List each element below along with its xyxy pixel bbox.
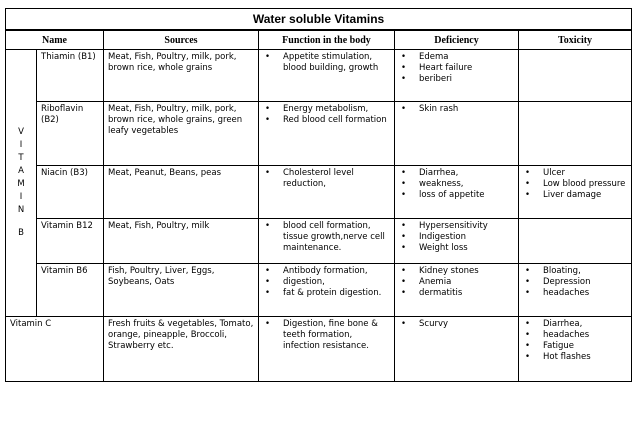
- list-item: • dermatitis: [399, 288, 514, 299]
- list-item: • Diarrhea,: [523, 319, 627, 330]
- group-label-letter: I: [19, 140, 23, 150]
- vitamin-toxicity: [519, 219, 632, 264]
- vitamin-deficiency: [395, 102, 519, 166]
- list-item: • Hypersensitivity: [399, 221, 514, 232]
- vitamin-function: [259, 219, 395, 264]
- list-item: • Fatigue: [523, 341, 627, 352]
- list-item: • Bloating,: [523, 266, 627, 277]
- table-row: [6, 50, 632, 102]
- vitamin-sources: Meat, Peanut, Beans, peas: [104, 166, 259, 219]
- list-item: • blood cell formation, tissue growth,nerve cell maintenance.: [263, 221, 390, 254]
- group-label-letter: M: [17, 179, 25, 189]
- list-item: • headaches: [523, 288, 627, 299]
- list-item: • Antibody formation,: [263, 266, 390, 277]
- vitamin-name: Niacin (B3): [37, 166, 104, 219]
- table-row: [6, 102, 632, 166]
- list-item: • Hot flashes: [523, 352, 627, 363]
- vitamins-table: [5, 8, 632, 382]
- table-row: [6, 317, 632, 382]
- vitamin-deficiency: [395, 219, 519, 264]
- list-item: • Liver damage: [523, 190, 627, 201]
- vitamin-deficiency: [395, 166, 519, 219]
- list-item: • Weight loss: [399, 243, 514, 254]
- vitamin-toxicity-list: [523, 266, 627, 299]
- group-label-letter: I: [19, 192, 23, 202]
- list-item: • loss of appetite: [399, 190, 514, 201]
- vitamin-deficiency: [395, 50, 519, 102]
- table-title: Water soluble Vitamins: [6, 9, 632, 31]
- list-item: • Cholesterol level reduction,: [263, 168, 390, 190]
- list-item: • Red blood cell formation: [263, 115, 390, 126]
- list-item: • Skin rash: [399, 104, 514, 115]
- vitamin-name: Vitamin C: [6, 317, 104, 382]
- vitamin-name: Riboflavin (B2): [37, 102, 104, 166]
- list-item: • weakness,: [399, 179, 514, 190]
- header-name: Name: [6, 30, 104, 50]
- list-item: • Kidney stones: [399, 266, 514, 277]
- list-item: • Anemia: [399, 277, 514, 288]
- list-item: • Ulcer: [523, 168, 627, 179]
- vitamin-function: [259, 264, 395, 317]
- list-item: • Scurvy: [399, 319, 514, 330]
- vitamin-toxicity-list: [523, 319, 627, 363]
- vitamin-deficiency-list: [399, 266, 514, 299]
- header-sources: Sources: [104, 30, 259, 50]
- vitamin-deficiency-list: [399, 221, 514, 254]
- list-item: • Energy metabolism,: [263, 104, 390, 115]
- table-row: [6, 264, 632, 317]
- header-function: Function in the body: [259, 30, 395, 50]
- vitamin-function-list: [263, 221, 390, 254]
- vitamin-sources: Fish, Poultry, Liver, Eggs, Soybeans, Oats: [104, 264, 259, 317]
- header-toxicity: Toxicity: [519, 30, 632, 50]
- list-item: • Indigestion: [399, 232, 514, 243]
- vitamin-toxicity: [519, 317, 632, 382]
- vitamin-toxicity: [519, 102, 632, 166]
- table-row: [6, 166, 632, 219]
- group-label-letter: A: [18, 166, 24, 176]
- vitamin-function: [259, 50, 395, 102]
- list-item: • Appetite stimulation, blood building, growth: [263, 52, 390, 74]
- vitamin-sources: Meat, Fish, Poultry, milk: [104, 219, 259, 264]
- vitamin-b-group-label: [6, 50, 37, 317]
- vitamin-deficiency-list: [399, 104, 514, 115]
- list-item: • digestion,: [263, 277, 390, 288]
- vitamin-function-list: [263, 52, 390, 74]
- vitamin-sources: Fresh fruits & vegetables, Tomato, orange, pineapple, Broccoli, Strawberry etc.: [104, 317, 259, 382]
- table-body: [6, 50, 632, 382]
- vitamin-deficiency-list: [399, 168, 514, 201]
- vitamin-deficiency-list: [399, 52, 514, 85]
- group-label-letter: B: [18, 228, 24, 238]
- list-item: • Low blood pressure: [523, 179, 627, 190]
- header-deficiency: Deficiency: [395, 30, 519, 50]
- vitamin-name: Vitamin B6: [37, 264, 104, 317]
- vitamin-name: Thiamin (B1): [37, 50, 104, 102]
- vitamins-table-sheet: [5, 8, 631, 393]
- header-row: [6, 30, 632, 50]
- table-row: [6, 219, 632, 264]
- list-item: • beriberi: [399, 74, 514, 85]
- list-item: • fat & protein digestion.: [263, 288, 390, 299]
- vitamin-function: [259, 166, 395, 219]
- vitamin-function-list: [263, 266, 390, 299]
- vitamin-deficiency: [395, 317, 519, 382]
- group-label-letter: V: [18, 127, 24, 137]
- vitamin-name: Vitamin B12: [37, 219, 104, 264]
- vitamin-toxicity: [519, 264, 632, 317]
- vitamin-function: [259, 102, 395, 166]
- list-item: • headaches: [523, 330, 627, 341]
- list-item: • Digestion, fine bone & teeth formation, infection resistance.: [263, 319, 390, 352]
- list-item: • Heart failure: [399, 63, 514, 74]
- vitamin-function-list: [263, 168, 390, 190]
- vitamin-deficiency: [395, 264, 519, 317]
- group-label-letter: N: [17, 205, 25, 215]
- list-item: • Edema: [399, 52, 514, 63]
- vitamin-toxicity-list: [523, 168, 627, 201]
- vitamin-toxicity: [519, 50, 632, 102]
- vitamin-function: [259, 317, 395, 382]
- list-item: • Depression: [523, 277, 627, 288]
- vitamin-sources: Meat, Fish, Poultry, milk, pork, brown rice, whole grains, green leafy vegetables: [104, 102, 259, 166]
- vitamin-toxicity: [519, 166, 632, 219]
- vitamin-deficiency-list: [399, 319, 514, 330]
- vitamin-function-list: [263, 104, 390, 126]
- list-item: • Diarrhea,: [399, 168, 514, 179]
- group-label-letter: T: [18, 153, 24, 163]
- vitamin-sources: Meat, Fish, Poultry, milk, pork, brown rice, whole grains: [104, 50, 259, 102]
- vitamin-function-list: [263, 319, 390, 352]
